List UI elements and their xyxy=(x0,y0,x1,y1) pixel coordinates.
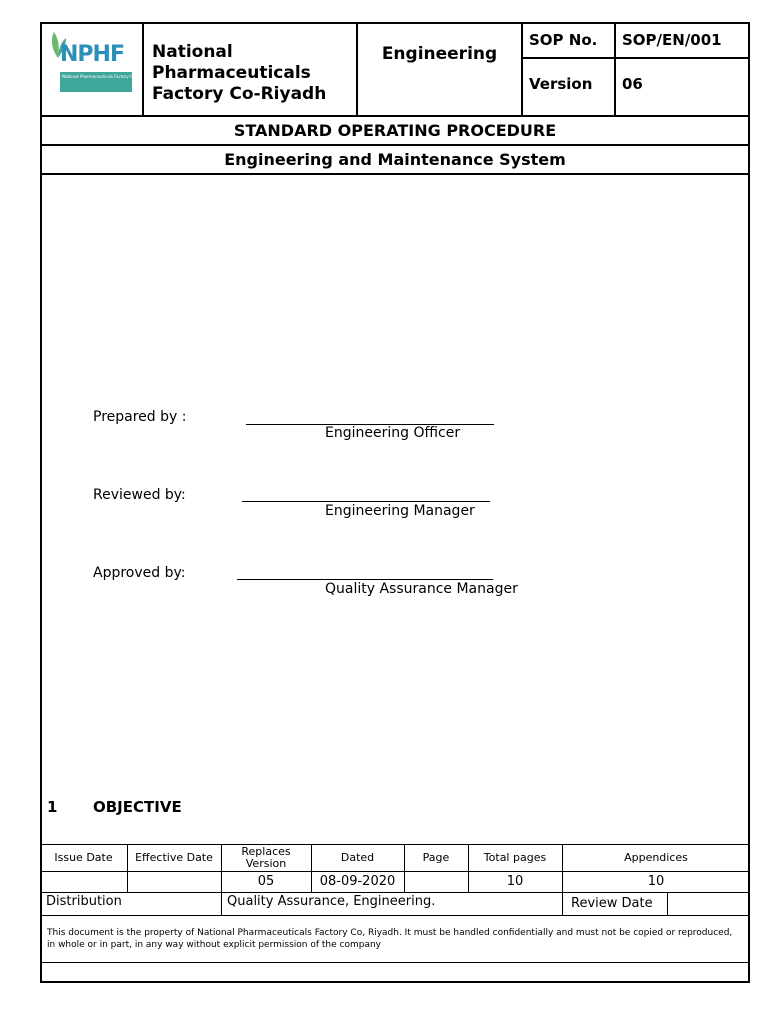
reviewed-by-label: Reviewed by: xyxy=(93,487,186,503)
reviewed-by-role: Engineering Manager xyxy=(325,503,475,519)
divider xyxy=(40,115,750,117)
approved-by-label: Approved by: xyxy=(93,565,186,581)
company-cell xyxy=(144,22,358,116)
distribution-value: Quality Assurance, Engineering. xyxy=(227,893,436,909)
total-pages-value: 10 xyxy=(506,874,524,889)
issue-date-value xyxy=(40,872,127,892)
replaces-version-value: 05 xyxy=(257,874,275,889)
col-replaces-version: Replaces Version xyxy=(241,845,291,870)
department-cell xyxy=(358,22,523,116)
col-dated: Dated xyxy=(340,851,375,864)
sop-no-value: SOP/EN/001 xyxy=(622,31,722,49)
version-value-cell xyxy=(616,59,750,116)
sub-title: Engineering and Maintenance System xyxy=(224,150,566,169)
prepared-by-role: Engineering Officer xyxy=(325,425,461,441)
sop-no-label-cell xyxy=(523,22,616,59)
version-value: 06 xyxy=(622,75,643,93)
divider xyxy=(40,173,750,175)
col-page: Page xyxy=(422,851,450,864)
logo-cell xyxy=(40,22,144,116)
effective-date-value xyxy=(127,872,221,892)
department-name: Engineering xyxy=(381,44,498,64)
review-date-label: Review Date xyxy=(571,896,653,911)
divider xyxy=(40,144,750,146)
col-issue-date: Issue Date xyxy=(54,851,113,864)
appendices-value: 10 xyxy=(647,874,665,889)
sop-no-value-cell xyxy=(616,22,750,59)
review-date-value xyxy=(667,893,750,915)
col-effective-date: Effective Date xyxy=(135,851,213,864)
prepared-by-label: Prepared by : xyxy=(93,409,187,425)
col-total-pages: Total pages xyxy=(483,851,547,864)
approved-by-role: Quality Assurance Manager xyxy=(325,581,518,597)
dated-value: 08-09-2020 xyxy=(319,874,396,889)
company-logo xyxy=(46,28,136,94)
logo-subtext: National Pharmaceuticals Factory Co. xyxy=(62,74,137,79)
section-heading xyxy=(47,798,182,816)
col-appendices: Appendices xyxy=(624,851,688,864)
distribution-label: Distribution xyxy=(46,893,122,909)
section-number: 1 xyxy=(47,798,58,816)
main-title: STANDARD OPERATING PROCEDURE xyxy=(233,121,557,140)
footer-rule xyxy=(40,962,750,963)
version-label: Version xyxy=(529,75,593,93)
approved-by-signature-line xyxy=(237,579,493,580)
footer-rule xyxy=(40,915,750,916)
document-header xyxy=(40,22,750,116)
section-title: OBJECTIVE xyxy=(93,798,182,816)
company-name: National Pharmaceuticals Factory Co-Riyadh xyxy=(152,42,327,104)
logo-text: NPHF xyxy=(60,42,124,67)
version-label-cell xyxy=(523,59,616,116)
page-value xyxy=(404,872,468,892)
logo-strip xyxy=(60,72,137,92)
reviewed-by-signature-line xyxy=(242,501,490,502)
sop-no-label: SOP No. xyxy=(529,31,598,49)
confidentiality-disclaimer: This document is the property of National Pharmaceuticals Factory Co, Riyadh. It must be handled confidentially and must not be copied or reproduced, in whole or in part, in any way without explicit permission of the company xyxy=(47,928,733,950)
